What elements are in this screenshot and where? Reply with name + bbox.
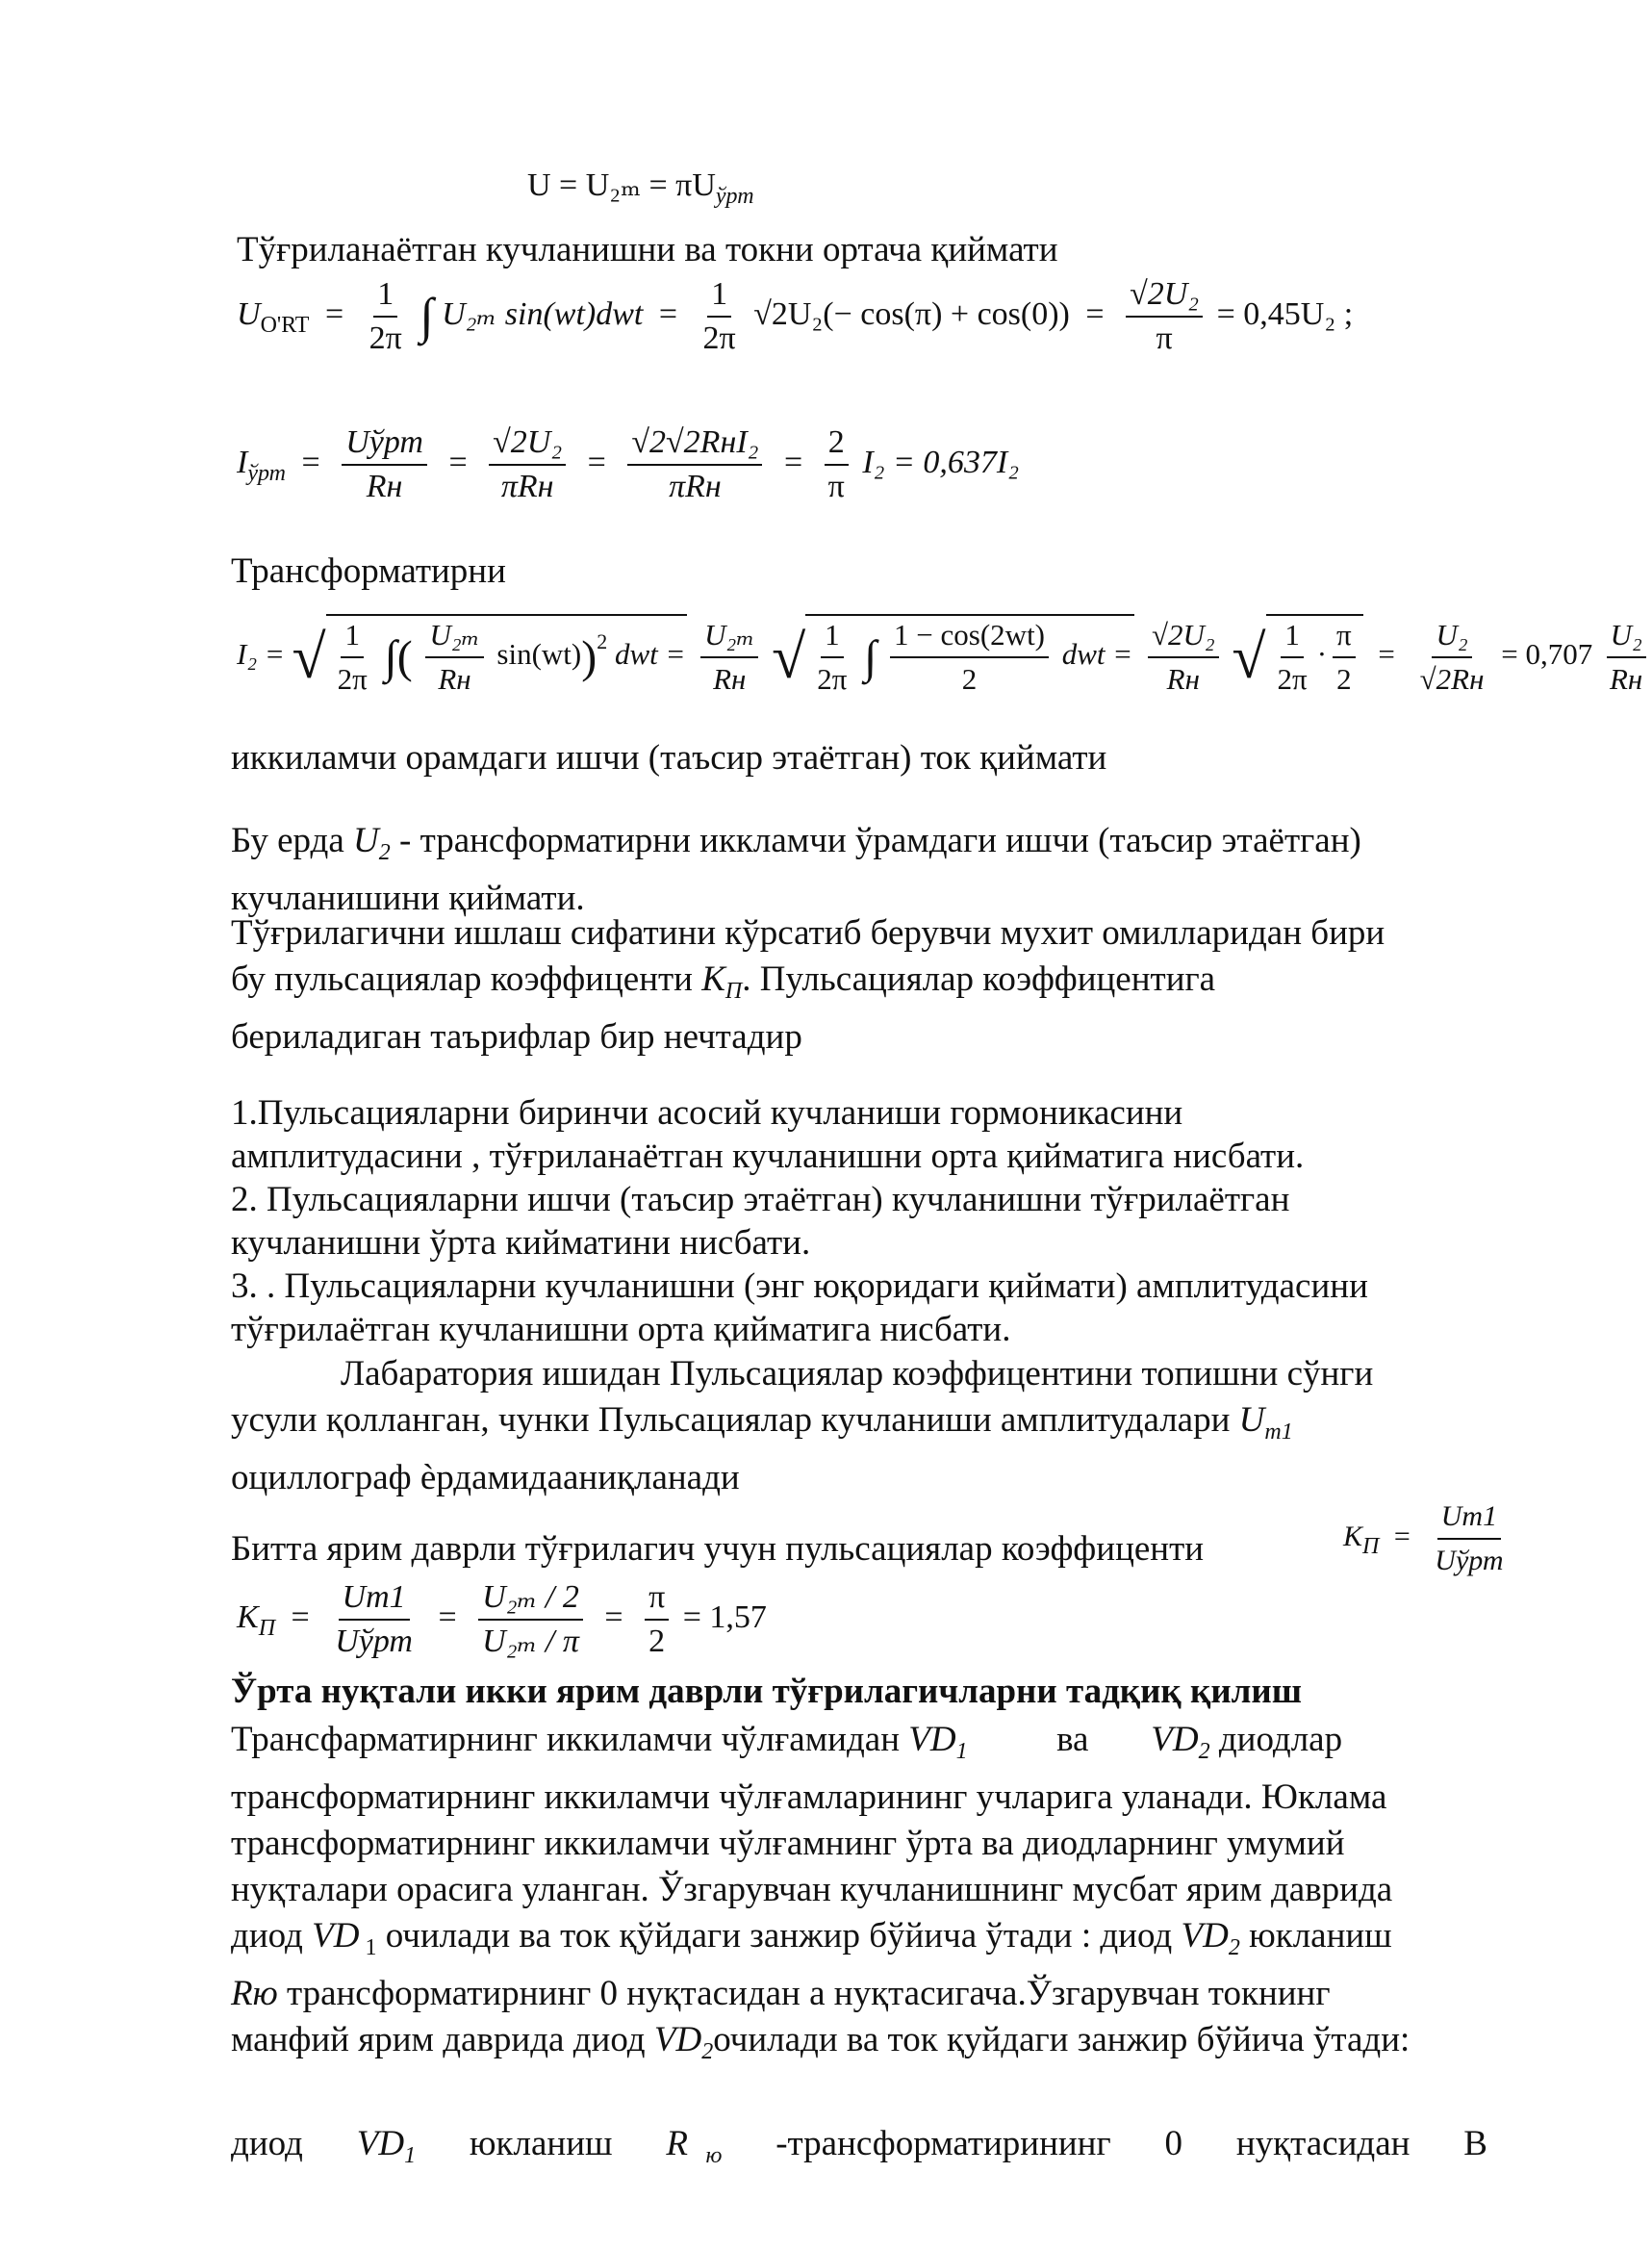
formula-u-ort-frac2: $\frac{1}{2\pi}$ — [702, 276, 736, 356]
formula-u-ort-result: = 0,45U₂ ; — [1216, 295, 1354, 332]
formula-u-top — [527, 166, 754, 210]
last-line: диод $VD_1$ юкланиш R $_ю$ -трансформатирининг 0 нуқтасидан В — [231, 2124, 1487, 2168]
formula-u-ort-lhs-sub: O'RT — [260, 312, 310, 338]
formula-u-ort: $U_{O'RT}$ = $\frac{1}{2\pi}$ ∫ U₂ₘ sin(wt)dwt = $\frac{1}{2\pi}$ √2U₂(− cos(π) + cos(0)) = $\frac{\text{√2U₂}}{\pi}$ = 0,45U₂ ; — [237, 276, 1354, 356]
integral-sign: ∫ — [419, 289, 434, 345]
text-half-wave: Битта ярим даврли тўғрилагич учун пульсациялар коэффиценти — [231, 1529, 1205, 1569]
formula-i-yrt-frac2: $\frac{\text{√2U₂}}{\text{πRн}}$ — [489, 423, 566, 506]
section-heading: Ўрта нуқтали икки ярим даврли тўғрилагичларни тадқиқ қилиш — [231, 1672, 1302, 1711]
text-transformer: Трансформатирни — [231, 551, 506, 591]
formula-u-ort-body: U₂ₘ sin(wt)dwt — [442, 295, 644, 332]
list-item: 3. . Пульсацияларни кучланишни (энг юқоридаги қиймати) амплитудасини — [231, 1266, 1368, 1306]
root-sign: √ — [292, 623, 326, 691]
paragraph-1: Бу ерда $U_2$ - трансформатирни иккламчи ўрамдаги ишчи (таъсир этаётган) кучланишини қиймати. — [231, 821, 1361, 918]
formula-i2: I₂ = √ $\frac{1}{2\pi}$ ∫( $\frac{\text{U₂ₘ}}{Rн}$ sin(wt))$^2$ dwt = $\frac{\text{U₂ₘ}}{Rн}$ √ $\frac{1}{2\pi}$ ∫ $\frac{1 - \cos(2wt)}{2}$ dwt = $\frac{\text{√2U₂}}{Rн}$ √ $\frac{1}{2\pi}$ · $\frac{\pi}{2}$ = $\frac{\text{U₂}}{√2Rн}$ = 0,707 $\frac{\text{U₂}}{Rн}$ — [237, 614, 1652, 699]
formula-i-yrt-frac3: $\frac{\text{√2√2RнI₂}}{\text{πRн}}$ — [627, 423, 762, 506]
formula-i2-result: = 0,707 — [1501, 637, 1593, 672]
formula-i2-lhs: I₂ = — [237, 637, 285, 672]
formula-u-ort-expand: √2U₂(− cos(π) + cos(0)) — [753, 295, 1070, 332]
formula-u-top-sub: ўрт — [715, 184, 754, 209]
formula-i2-root1: $\frac{1}{2\pi}$ ∫( $\frac{\text{U₂ₘ}}{Rн}$ sin(wt))$^2$ dwt = — [326, 614, 688, 699]
paragraph-3: Лабаратория ишидан Пульсациялар коэффицентини топишни сўнги усули қолланган, чунки Пульсациялар кучланиши амплитудалари $U_{m1}$ оциллограф ѐрдамидааниқланади — [231, 1354, 1374, 1497]
formula-u-top-text: U = U₂ₘ = πU — [527, 167, 716, 203]
formula-i-yrt: $I_{ўрт}$ = $\frac{\text{Uўрт}}{Rн}$ = $\frac{\text{√2U₂}}{\text{πRн}}$ = $\frac{\text{√2√2RнI₂}}{\text{πRн}}$ = $\frac{2}{\pi}$ I₂ = 0,637I₂ — [237, 424, 1020, 504]
formula-i-yrt-lhs: I — [237, 444, 248, 480]
formula-u-ort-frac3: $\frac{\text{√2U₂}}{\pi}$ — [1126, 275, 1203, 358]
formula-u-ort-frac1: $\frac{1}{2\pi}$ — [369, 276, 402, 356]
text-secondary-current: иккиламчи орамдаги ишчи (таъсир этаётган) ток қиймати — [231, 738, 1107, 778]
formula-i-yrt-result: I₂ = 0,637I₂ — [862, 444, 1020, 480]
formula-u-ort-lhs: U — [237, 295, 261, 332]
text-avg-values: Тўғриланаётган кучланишни ва токни ортача қиймати — [237, 230, 1058, 269]
formula-kp-result: = 1,57 — [682, 1598, 767, 1635]
formula-i-yrt-frac4: $\frac{2}{\pi}$ — [825, 423, 849, 506]
formula-i2-root2: $\frac{1}{2\pi}$ ∫ $\frac{1 - \cos(2wt)}{2}$ dwt = — [805, 614, 1134, 699]
formula-kp-side: $K_П$ = $\frac{Um1}{\text{Uўрт}}$ — [1343, 1497, 1513, 1580]
formula-i-yrt-frac1: $\frac{\text{Uўрт}}{Rн}$ — [342, 423, 427, 506]
formula-kp: $K_П$ = $\frac{Um1}{\text{Uўрт}}$ = $\frac{\text{U₂ₘ / 2}}{\text{U₂ₘ / π}}$ = $\frac{\pi}{2}$ = 1,57 — [237, 1579, 767, 1659]
list-item: тўғрилаётган кучланишни орта қийматига нисбати. — [231, 1310, 1011, 1349]
list-item: 2. Пульсацияларни ишчи (таъсир этаётган) кучланишни тўғрилаётган — [231, 1180, 1290, 1219]
formula-i-yrt-lhs-sub: ўрт — [247, 460, 286, 486]
list-item: 1.Пульсацияларни биринчи асосий кучланиши гормоникасини — [231, 1093, 1183, 1133]
list-item: амплитудасини , тўғриланаётган кучланишни орта қийматига нисбати. — [231, 1137, 1305, 1176]
paragraph-2: Тўғрилагични ишлаш сифатини кўрсатиб берувчи мухит омилларидан бири бу пульсациялар коэффиценти $K_П$. Пульсациялар коэффицентига бериладиган таърифлар бир нечтадир — [231, 913, 1385, 1057]
list-item: кучланишни ўрта кийматини нисбати. — [231, 1223, 811, 1263]
paragraph-4: Трансфарматирнинг иккиламчи чўлғамидан $VD_1$ ва $VD_2$ диодлар трансформатирнинг иккиламчи чўлғамларининг учларига уланади. Юклама трансформатирнинг иккиламчи чўлғамнинг ўрта ва диодларнинг умумий нуқталари орасига уланган. Ўзгарувчан кучланишнинг мусбат ярим даврида диод VD $_1$ очилади ва ток қўйдаги занжир бўйича ўтади : диод $VD_2$ юкланиш Rю трансформатирнинг 0 нуқтасидан а нуқтасигача.Ўзгарувчан токнинг манфий ярим даврида диод $VD_2очилади$ ва ток қуйдаги занжир бўйича ўтади: — [231, 1720, 1411, 2064]
definitions-list — [231, 1091, 1491, 1351]
